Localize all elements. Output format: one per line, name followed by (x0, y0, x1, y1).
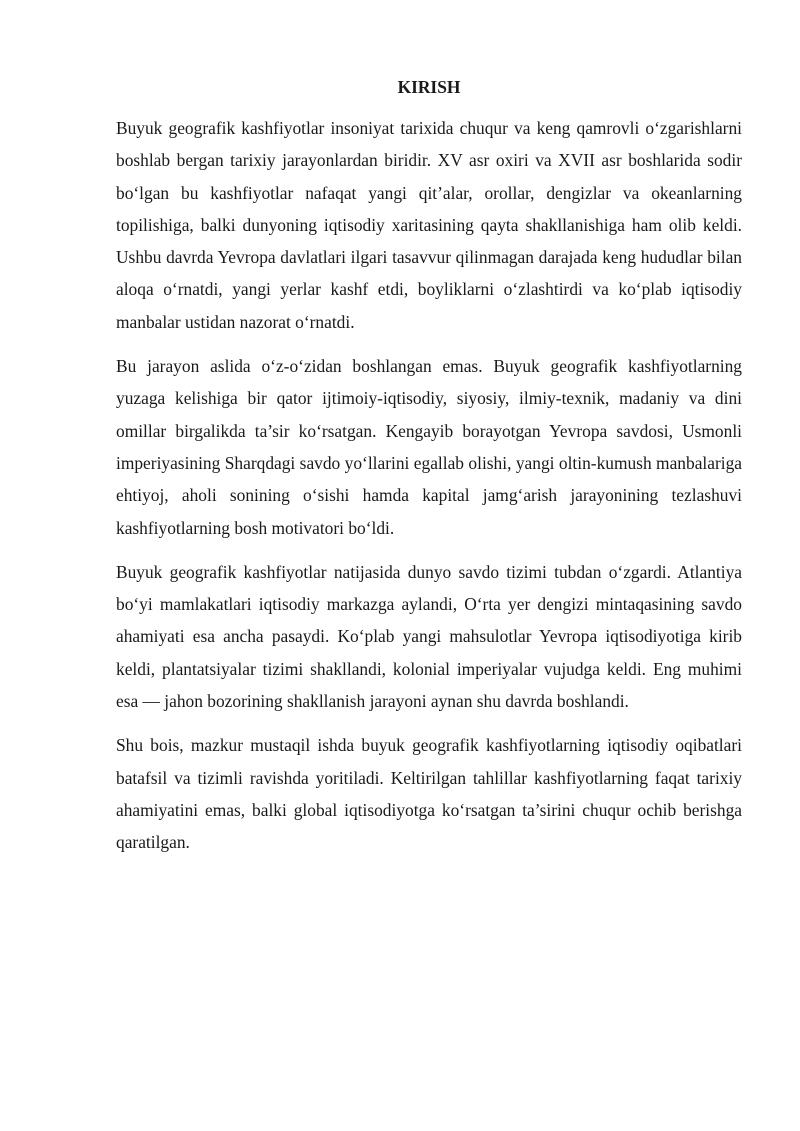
paragraph-1: Buyuk geografik kashfiyotlar insoniyat tarixida chuqur va keng qamrovli o‘zgarishlarni boshlab bergan tarixiy jarayonlardan biridir. XV asr oxiri va XVII asr boshlarida sodir bo‘lgan bu kashfiyotlar nafaqat yangi qit’alar, orollar, dengizlar va okeanlarning topilishiga, balki dunyoning iqtisodiy xaritasining qayta shakllanishiga ham olib keldi. Ushbu davrda Yevropa davlatlari ilgari tasavvur qilinmagan darajada keng hududlar bilan aloqa o‘rnatdi, yangi yerlar kashf etdi, boyliklarni o‘zlashtirdi va ko‘plab iqtisodiy manbalar ustidan nazorat o‘rnatdi. (116, 118, 742, 332)
paragraph-4: Shu bois, mazkur mustaqil ishda buyuk geografik kashfiyotlarning iqtisodiy oqibatlari batafsil va tizimli ravishda yoritiladi. Keltirilgan tahlillar kashfiyotlarning faqat tarixiy ahamiyatini emas, balki global iqtisodiyotga ko‘rsatgan ta’sirini chuqur ochib berishga qaratilgan. (116, 735, 742, 853)
paragraph-2: Bu jarayon aslida o‘z-o‘zidan boshlangan emas. Buyuk geografik kashfiyotlarning yuzaga kelishiga bir qator ijtimoiy-iqtisodiy, siyosiy, ilmiy-texnik, madaniy va dini omillar birgalikda ta’sir ko‘rsatgan. Kengayib borayotgan Yevropa savdosi, Usmonli imperiyasining Sharqdagi savdo yo‘llarini egallab olishi, yangi oltin-kumush manbalariga ehtiyoj, aholi sonining o‘sishi hamda kapital jamg‘arish jarayonining tezlashuvi kashfiyotlarning bosh motivatori bo‘ldi. (116, 356, 742, 538)
page-content (116, 74, 742, 871)
page-title: KIRISH (397, 77, 461, 97)
paragraph-3: Buyuk geografik kashfiyotlar natijasida dunyo savdo tizimi tubdan o‘zgardi. Atlantiya bo‘yi mamlakatlari iqtisodiy markazga aylandi, O‘rta yer dengizi mintaqasining savdo ahamiyati esa ancha pasaydi. Ko‘plab yangi mahsulotlar Yevropa iqtisodiyotiga kirib keldi, plantatsiyalar tizimi shakllandi, kolonial imperiyalar vujudga keldi. Eng muhimi esa — jahon bozorining shakllanish jarayoni aynan shu davrda boshlandi. (116, 561, 742, 712)
